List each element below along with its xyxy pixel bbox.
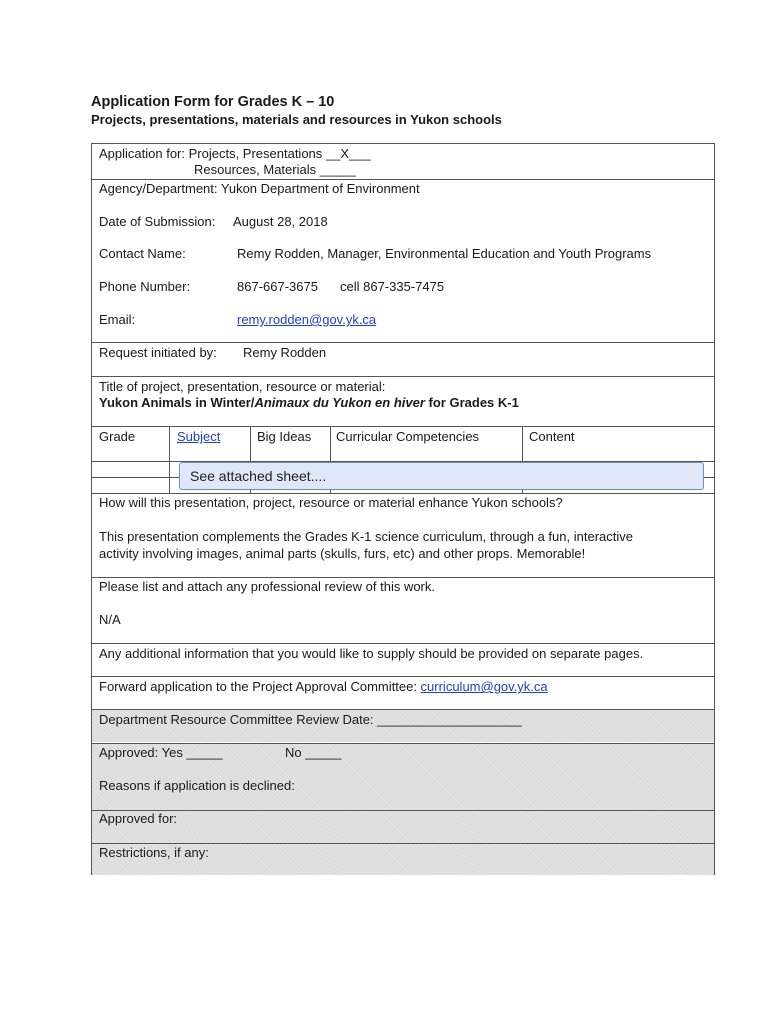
application-for-line2: Resources, Materials _____ (194, 162, 356, 177)
approved-for: Approved for: (99, 811, 178, 826)
table-header-subject[interactable]: Subject (177, 429, 221, 444)
approved-yes: Approved: Yes _____ (99, 745, 223, 760)
decline-reasons: Reasons if application is declined: (99, 778, 295, 793)
initiated-value: Remy Rodden (243, 345, 327, 360)
approved-no: No _____ (285, 745, 342, 760)
attached-sheet-value: See attached sheet.... (190, 468, 327, 484)
enhance-question: How will this presentation, project, resource or material enhance Yukon schools? (99, 495, 563, 510)
review-question: Please list and attach any professional review of this work. (99, 579, 436, 594)
committee-review-date: Department Resource Committee Review Date: ____________________ (99, 712, 522, 727)
table-header-competencies: Curricular Competencies (336, 429, 480, 444)
phone-label: Phone Number: (99, 279, 191, 294)
form-title: Application Form for Grades K – 10 (91, 94, 335, 110)
form-subtitle: Projects, presentations, materials and resources in Yukon schools (91, 112, 502, 127)
application-form (91, 143, 715, 875)
agency-department: Agency/Department: Yukon Department of Environment (99, 181, 420, 196)
table-header-big-ideas: Big Ideas (257, 429, 312, 444)
curriculum-email-link[interactable]: curriculum@gov.yk.ca (420, 679, 548, 694)
project-title-value: Yukon Animals in Winter/Animaux du Yukon en hiver for Grades K-1 (99, 395, 519, 410)
enhance-answer-line2: activity involving images, animal parts (skulls, furs, etc) and other props. Memorable! (99, 546, 586, 561)
project-title-label: Title of project, presentation, resource or material: (99, 379, 386, 394)
additional-info: Any additional information that you would like to supply should be provided on separate pages. (99, 646, 644, 661)
attached-sheet-field[interactable] (179, 462, 704, 490)
table-header-grade: Grade (99, 429, 136, 444)
restrictions: Restrictions, if any: (99, 845, 209, 860)
application-for-line1: Application for: Projects, Presentations __X___ (99, 146, 371, 161)
submission-label: Date of Submission: (99, 214, 216, 229)
review-answer: N/A (99, 612, 121, 627)
table-header-content: Content (529, 429, 575, 444)
enhance-answer-line1: This presentation complements the Grades K-1 science curriculum, through a fun, interactive (99, 529, 633, 544)
initiated-label: Request initiated by: (99, 345, 217, 360)
contact-value: Remy Rodden, Manager, Environmental Education and Youth Programs (237, 246, 652, 261)
contact-label: Contact Name: (99, 246, 186, 261)
phone-cell: cell 867-335-7475 (340, 279, 445, 294)
phone-value: 867-667-3675 (237, 279, 318, 294)
forward-text: Forward application to the Project Approval Committee: curriculum@gov.yk.ca (99, 679, 548, 694)
submission-value: August 28, 2018 (233, 214, 328, 229)
email-label: Email: (99, 312, 136, 327)
email-link[interactable]: remy.rodden@gov.yk.ca (237, 312, 377, 327)
